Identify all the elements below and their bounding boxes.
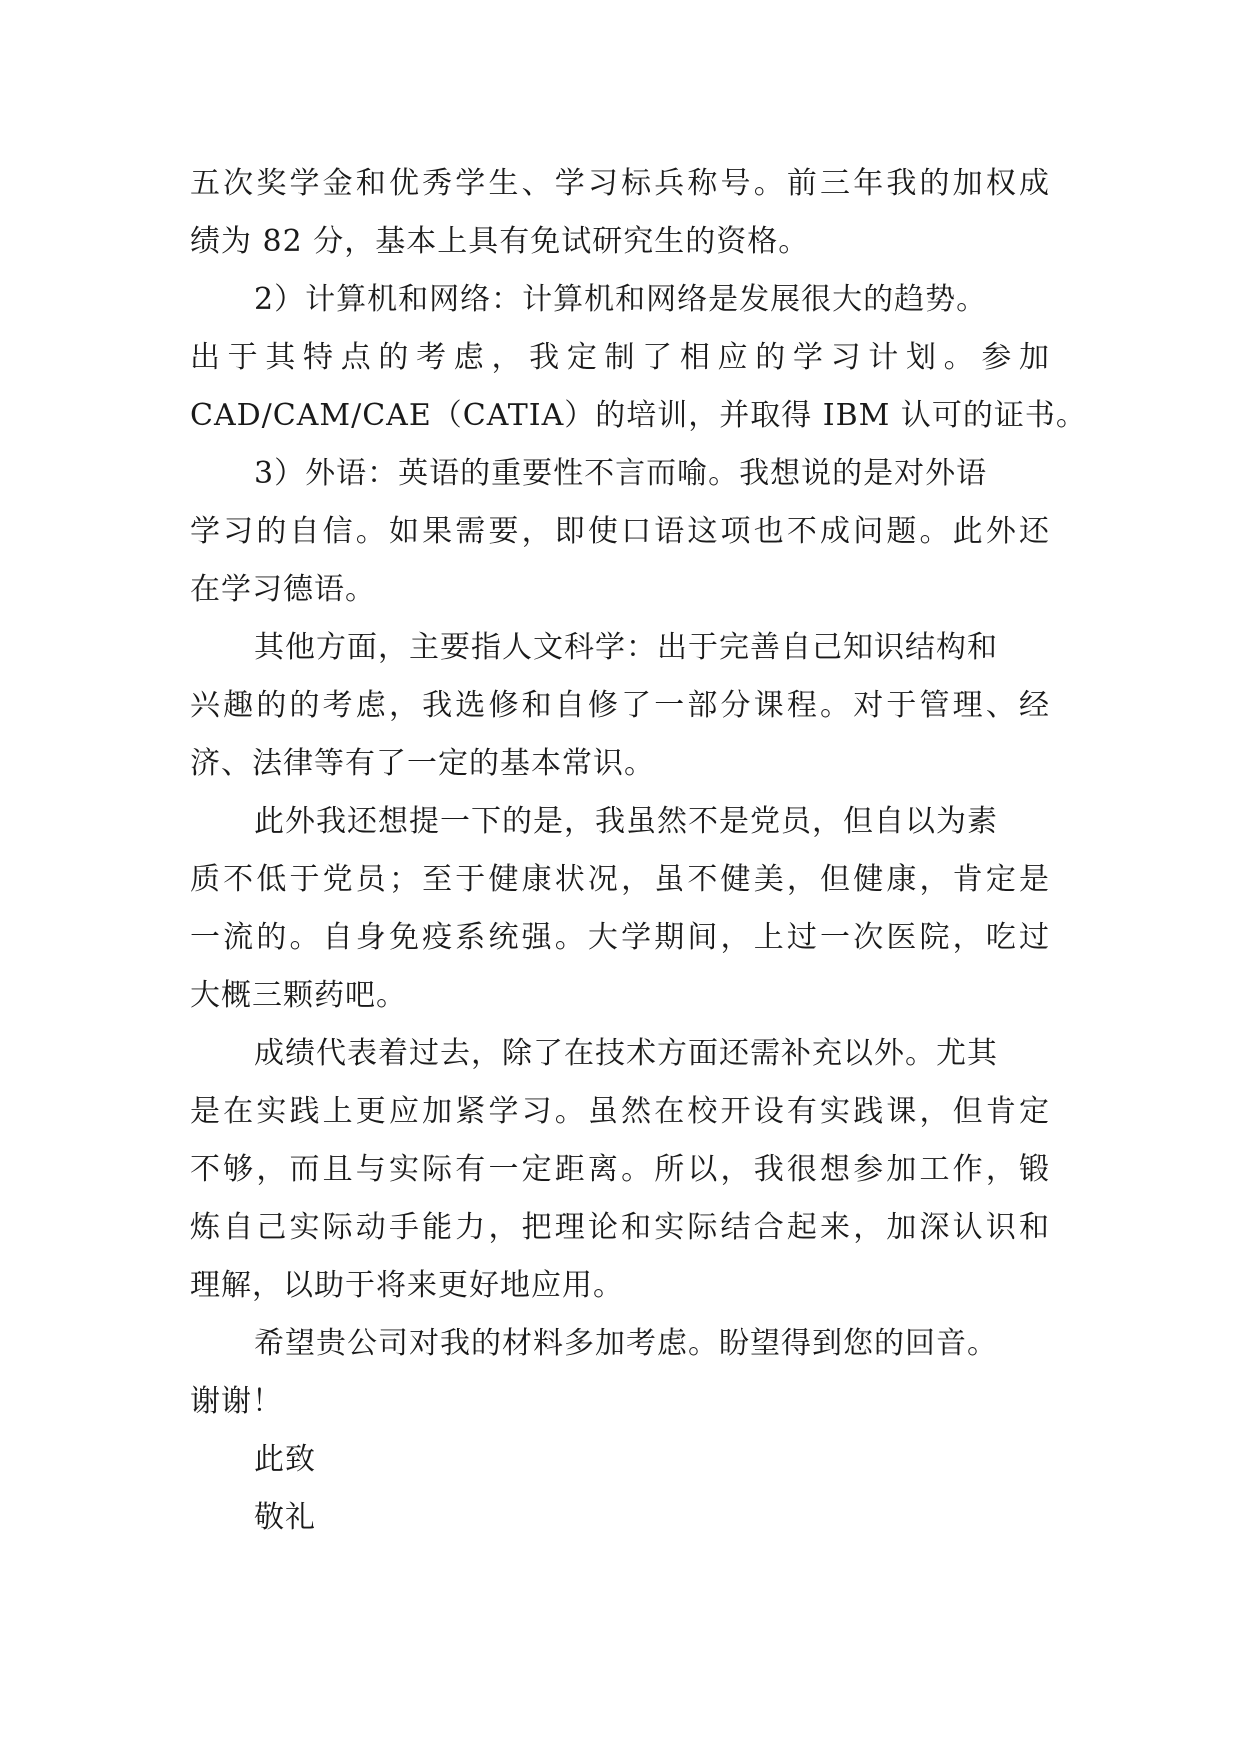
text-line: 兴趣的的考虑，我选修和自修了一部分课程。对于管理、经 bbox=[190, 688, 1050, 723]
text-line: 谢谢！ bbox=[190, 1384, 283, 1419]
text-line: 大概三颗药吧。 bbox=[190, 978, 407, 1013]
text-line: 此外我还想提一下的是，我虽然不是党员，但自以为素 bbox=[254, 804, 998, 839]
text-line: 是在实践上更应加紧学习。虽然在校开设有实践课，但肯定 bbox=[190, 1094, 1050, 1129]
text-line: 3）外语：英语的重要性不言而喻。我想说的是对外语 bbox=[254, 456, 988, 491]
text-line: 质不低于党员；至于健康状况，虽不健美，但健康，肯定是 bbox=[190, 862, 1050, 897]
closing-line: 敬礼 bbox=[254, 1500, 316, 1535]
letter-body bbox=[190, 155, 1087, 1547]
text-line: 五次奖学金和优秀学生、学习标兵称号。前三年我的加权成 bbox=[190, 166, 1050, 201]
text-line: 绩为 82 分，基本上具有免试研究生的资格。 bbox=[190, 224, 810, 259]
text-line: 希望贵公司对我的材料多加考虑。盼望得到您的回音。 bbox=[254, 1326, 998, 1361]
text-line: 不够，而且与实际有一定距离。所以，我很想参加工作，锻 bbox=[190, 1152, 1050, 1187]
text-line: 理解，以助于将来更好地应用。 bbox=[190, 1268, 624, 1303]
text-line: 成绩代表着过去，除了在技术方面还需补充以外。尤其 bbox=[254, 1036, 998, 1071]
text-line: 在学习德语。 bbox=[190, 572, 376, 607]
text-line: 炼自己实际动手能力，把理论和实际结合起来，加深认识和 bbox=[190, 1210, 1050, 1245]
text-line: 学习的自信。如果需要，即使口语这项也不成问题。此外还 bbox=[190, 514, 1050, 549]
closing-line: 此致 bbox=[254, 1442, 316, 1477]
text-line: 济、法律等有了一定的基本常识。 bbox=[190, 746, 655, 781]
text-line: 2）计算机和网络：计算机和网络是发展很大的趋势。 bbox=[254, 282, 988, 317]
text-line: 一流的。自身免疫系统强。大学期间，上过一次医院，吃过 bbox=[190, 920, 1050, 955]
text-line: 其他方面，主要指人文科学：出于完善自己知识结构和 bbox=[254, 630, 998, 665]
text-line: CAD/CAM/CAE（CATIA）的培训，并取得 IBM 认可的证书。 bbox=[190, 398, 1087, 433]
text-line: 出于其特点的考虑，我定制了相应的学习计划。参加 bbox=[190, 340, 1050, 375]
